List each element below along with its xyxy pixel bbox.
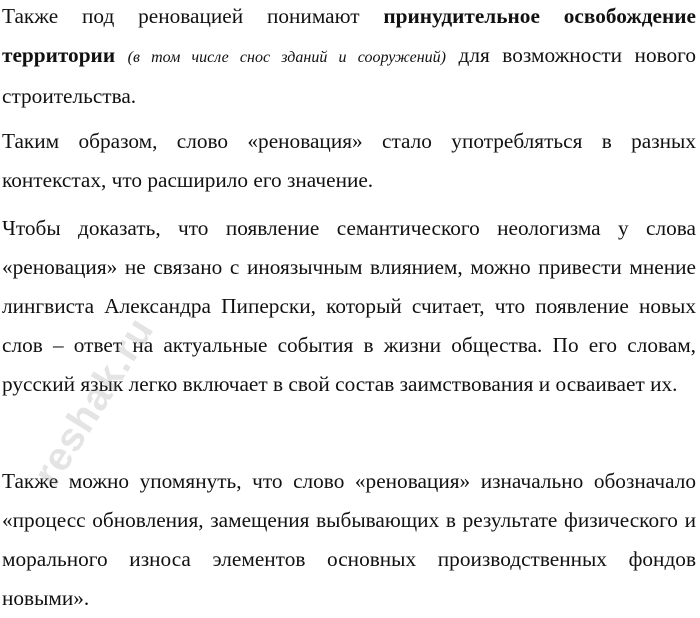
paragraph-4: Также можно упомянуть, что слово «реновация» изначально обозначало «процесс обновления, замещения выбывающих в результате физического и морального износа элементов основных производственных фондов новыми».: [2, 469, 696, 610]
paragraph-1-text-start: Также под реновацией понимают: [2, 4, 384, 28]
paragraph-1-text-end: для возможности нового строительства.: [2, 43, 697, 108]
paragraph-1-bold-term: принудительное освобождение территории: [2, 4, 696, 67]
watermark-logo: reshak.ru: [25, 309, 163, 494]
paragraph-1-italic-note: (в том числе снос зданий и сооружений): [127, 49, 446, 66]
paragraph-1: [2, 0, 696, 116]
paragraph-2: Таким образом, слово «реновация» стало употребляться в разных контекстах, что расширило его значение.: [2, 129, 696, 192]
paragraph-3: Чтобы доказать, что появление семантического неологизма у слова «реновация» не связано с иноязычным влиянием, можно привести мнение лингвиста Александра Пиперски, который считает, что появление новых слов – ответ на актуальные события в жизни общества. По его словам, русский язык легко включает в свой состав заимствования и осваивает их.: [2, 216, 696, 396]
paragraph-1-space: [115, 43, 128, 67]
